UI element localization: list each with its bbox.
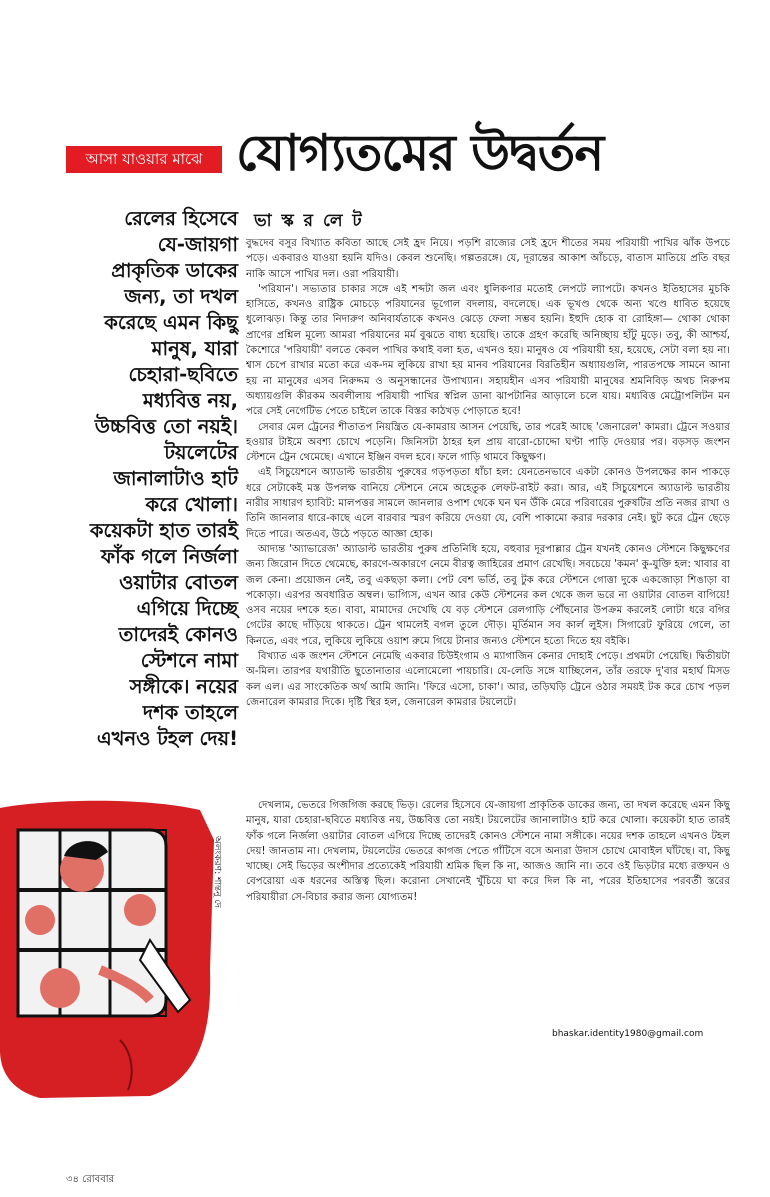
body-paragraph: 'পরিযান'। সভ্যতার চাকার সঙ্গে এই শব্দটা জল এবং ধুলিকণার মতোই লেপটে ল্যাপটে। কখনও ইতিহাসের মুচকি হাসিতে, কখনও রাষ্ট্রিক মোচড়ে পরিযানের ভূগোল বদলায়, বদলেছে। এক ভূখণ্ড থেকে অন্য খণ্ডে ধাবিত হয়েছে ধুলোঝড়। কিন্তু তার নিদারুণ অনিবার্যতাকে কখনও ঝেড়ে ফেলা সম্ভব হয়নি। ইহুদি হোক বা রোহিঙ্গা— থোকা থোকা প্রাণের প্রশ্নিল মূল্যে আমরা পরিযানের মর্ম বুঝতে বাধ্য হয়েছি। তাকে গ্রহণ করেছি অনিচ্ছায় হাঁটু মুড়ে। তবু, কী আশ্চর্য, কৈশোরে 'পরিযায়ী' বলতে কেবল পাখির কথাই বলা হত, এখনও হয়। মানুষও যে পরিযায়ী হয়, হয়েছে, সেটা বলা হয় না। শ্বাস চেপে রাখার মতো করে এক-দম লুকিয়ে রাখা হয় মানব পরিযানের বিরতিহীন অধ্যায়গুলি, পারতপক্ষে সামনে আনা হয় না মানুষের এসব নিরুদ্দম ও অনুসন্ধানের উপাখ্যান। সহায়হীন এসব পরিযায়ী মানুষের শ্রমনিবিড় অথচ নিরুপম অধ্যায়গুলি কীরকম অবলীলায় পরিযায়ী পাখির স্বপ্নিল ডানা ঝাপটানির আড়ালে চলে যায়। মধ্যবিত্ত মেট্রোপলিটন মন পরে সেই নেগেটিভ পেতে চাইলে তাকে বিস্তর কাঠখড় পোড়াতে হবে!: [246, 283, 730, 418]
pull-quote-line: করেছে এমন কিছু: [104, 311, 238, 334]
pull-quote: [68, 206, 238, 752]
headline: যোগ্যতমের উদ্বর্তন: [236, 124, 604, 182]
pull-quote-line: যে-জায়গা: [157, 233, 238, 256]
pull-quote-line: তাদেরই কোনও: [118, 623, 238, 646]
pull-quote-line: ওয়াটার বোতল: [119, 571, 238, 594]
article-body: [246, 236, 730, 792]
pull-quote-line: এখনও টহল দেয়!: [96, 727, 238, 750]
pull-quote-line: মানুষ, যারা: [151, 337, 238, 360]
author-email: bhaskar.identity1980@gmail.com: [552, 1029, 704, 1039]
illustration-credit: অলংকরণ: শান্তনু দে: [212, 836, 222, 908]
pull-quote-line: দশক তাহলে: [142, 701, 238, 724]
section-tag: আসা যাওয়ার মাঝে: [66, 146, 222, 173]
body-paragraph: আদ্যন্ত 'অ্যাভারেজ' অ্যাডাল্ট ভারতীয় পুরুষ প্রতিনিধি হয়ে, বহুবার দূরপাল্লার ট্রেন যখনই কোনও স্টেশনে কিছুক্ষণের জন্য জিরোন দিতে থেমেছে, কারণে-অকারণে নেমে বীরত্ব জাহিরের প্রমাণ রেখেছি। সবচেয়ে 'কমন' কু-যুক্তি হল: খাবার বা জল কেনা। প্রয়োজন নেই, তবু একছড়া কলা। পেট বেশ ভর্তি, তবু টুক করে স্টেশনে গোত্তা দুকে একজোড়া শিঙাড়া বা পকোড়া। এরপর অবধারিত অম্বল। ভাগ্যিস, এখন আর কেউ স্টেশনের কল থেকে জল ভরে না ওয়াটার বোতল বাগিয়ে! ওসব নয়ের দশকে হত। বাবা, মামাদের দেখেছি যে বড় স্টেশনে রেলগাড়ি পৌঁছনোর উপক্রম করলেই লোটা ধরে বগির গেটের কাছে দাঁড়িয়ে থাকতে। ট্রেন থামলেই বগল তুলে দৌড়। মূর্তিমান সব কার্ল লুইস। সিগারেট ফুরিয়ে গেলে, তা কিনতে, এবং পরে, লুকিয়ে লুকিয়ে ওয়াশ রুমে গিয়ে টানার জন্যও স্টেশনে হত্যে দিতে হয় বইকি।: [246, 543, 730, 647]
body-paragraph: বিখ্যাত এক জংশন স্টেশনে নেমেছি একবার চিউইংগাম ও ম্যাগাজিন কেনার দোহাই পেড়ে। প্রথমটা পেয়েছি। দ্বিতীয়টা অ-মিল। তারপর যথারীতি ছুতোনাতার এলোমেলো পায়চারি। যে-লেডি সঙ্গে যাচ্ছিলেন, তাঁর তরফে দু'বার মহার্ঘ মিসড কল এল। এর সাংকেতিক অর্থ আমি জানি। 'ফিরে এসো, চাকা'। আর, তড়িঘড়ি ট্রেনে ওঠার সময়ই টক করে চোখ পড়ল জেনারেল কামরার দিকে। দৃষ্টি স্থির হল, জেনারেল কামরার টয়লেটে।: [246, 651, 730, 708]
pull-quote-line: চেহারা-ছবিতে: [128, 363, 238, 386]
pull-quote-line: এগিয়ে দিচ্ছে: [136, 597, 238, 620]
pull-quote-line: মধ্যবিত্ত নয়,: [142, 389, 238, 412]
pull-quote-line: ফাঁক গলে নির্জলা: [100, 545, 238, 568]
pull-quote-line: প্রাকৃতিক ডাকের: [111, 259, 238, 282]
train-window-illustration: [0, 800, 236, 1100]
article-body-continued: [246, 798, 730, 1018]
pull-quote-line: টয়লেটের: [164, 441, 238, 464]
page-number: ৩৪ রোববার: [66, 1174, 115, 1185]
pull-quote-line: জন্য, তা দখল: [124, 285, 238, 308]
pull-quote-line: উচ্চবিত্ত তো নয়ই।: [94, 415, 238, 438]
byline: ভা স্ক র লে ট: [254, 211, 364, 231]
pull-quote-line: জানালাটাও হাট: [113, 467, 238, 490]
pull-quote-line: সঙ্গীকে। নয়ের: [129, 675, 238, 698]
pull-quote-line: করে খোলা।: [145, 493, 238, 516]
pull-quote-line: রেলের হিসেবে: [124, 207, 238, 230]
body-paragraph: এই সিচুয়েশনে অ্যাডাল্ট ভারতীয় পুরুষের গড়পড়তা ধাঁচা হল: যেনতেনভাবে একটা কোনও উপলক্ষের কান পাকড়ে ধরে সেটাকেই মস্ত উপলক্ষ বানিয়ে স্টেশনে নেমে অহেতুক লেফট-রাইট করা। আর, এই সিচুয়েশনে অ্যাডাল্ট ভারতীয় নারীর সাধারণ হ্যাবিট: মালপত্তর সামলে জানলার ওপাশ থেকে ঘন ঘন উঁকি মেরে পরিবারের পুরুষটির প্রতি নজর রাখা ও তিনি জানলার ধারে-কাছে এলে বারবার স্মরণ করিয়ে দেওয়া যে, বেশি পাকামো করার দরকার নেই। ছুট করে ট্রেন ছেড়ে দিতে পারে। অতএব, উঠে পড়তে আজ্ঞা হোক।: [246, 467, 730, 540]
body-paragraph: দেখলাম, ভেতরে গিজগিজ করছে ভিড়। রেলের হিসেবে যে-জায়গা প্রাকৃতিক ডাকের জন্য, তা দখল করেছে এমন কিছু মানুষ, যারা চেহারা-ছবিতে মধ্যবিত্ত নয়, উচ্চবিত্ত তো নয়ই। টয়লেটের জানালাটাও হাট করে খোলা। কয়েকটা হাত তারই ফাঁক গলে নির্জলা ওয়াটার বোতল এগিয়ে দিচ্ছে তাদেরই কোনও স্টেশনে নামা সঙ্গীকে। নয়ের দশক তাহলে এখনও টহল দেয়! জানতাম না। দেখলাম, টয়লেটের ভেতরে কাগজ পেতে গাঁটিসে বসে অন্যরা উদাস চোখে মোবাইল ঘাঁটছে। বা, কিছু খাচ্ছে। সেই ভিড়ের অংশীদার প্রত্যেকেই পরিযায়ী শ্রমিক ছিল কি না, আজও জানি না। তবে ওই ভিড়টার মধ্যে রক্তঘন ও বেপরোয়া এক ধরনের অস্তিত্ব ছিল। করোনা সেখানেই খুঁচিয়ে ঘা করে দিল কি না, পরের ইতিহাসের পরবর্তী স্তরের পরিযায়ীরা সে-বিচার করার জন্য যোগ্যতম!: [246, 800, 730, 903]
body-paragraph: বুদ্ধদেব বসুর বিখ্যাত কবিতা আছে সেই হ্রদ নিয়ে। পড়শি রাজ্যের সেই হ্রদে শীতের সময় পরিযায়ী পাখির ঝাঁক উপচে পড়ে। একবারও যাওয়া হয়নি যদিও। কেবল শুনেছি। গল্পতরঙ্গে। যে, দূরান্তের আকাশ আঁচড়ে, বাতাস মাতিয়ে প্রতি বছর নাকি আসে পাখির দল। ওরা পরিযায়ী।: [246, 238, 730, 280]
body-paragraph: সেবার মেল ট্রেনের শীতাতপ নিয়ন্ত্রিত যে-কামরায় আসন পেয়েছি, তার পরেই আছে 'জেনারেল' কামরা। ট্রেনে সওয়ার হওয়ার টাইমে অবশ্য চোখে পড়েনি। জিনিসটা ঠাহর হল প্রায় বারো-চোদ্দো ঘণ্টা পাড়ি দেওয়ার পর। বড়সড় জংশন স্টেশনে ট্রেন থেমেছে। এখানে ইঞ্জিন বদল হবে। ফলে গাড়ি থামবে কিছুক্ষণ।: [246, 421, 730, 464]
pull-quote-line: কয়েকটা হাত তারই: [89, 519, 238, 542]
pull-quote-line: স্টেশনে নামা: [140, 649, 238, 672]
